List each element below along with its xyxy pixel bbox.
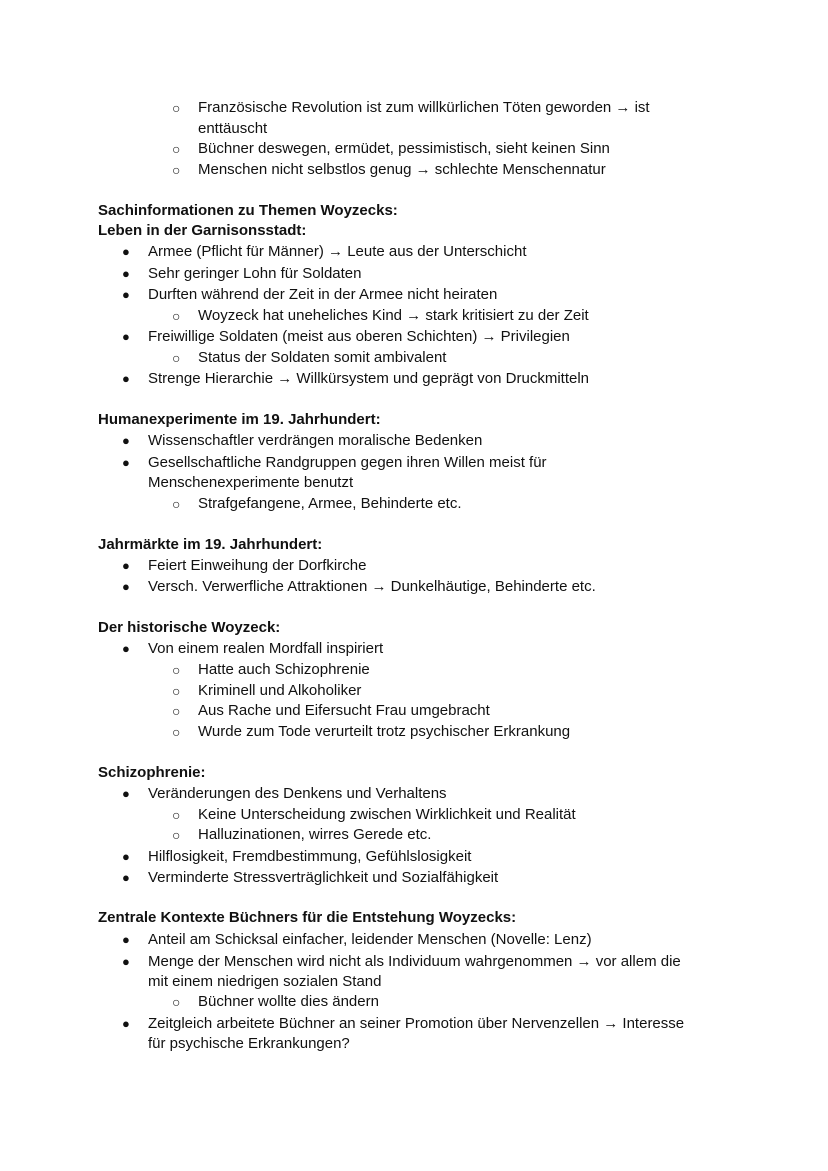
list-item: Hilflosigkeit, Fremdbestimmung, Gefühlslosigkeit — [148, 848, 472, 865]
bullet-icon: ● — [122, 849, 130, 864]
section-heading-human: Humanexperimente im 19. Jahrhundert: — [98, 411, 381, 428]
section-heading-sachinfo: Sachinformationen zu Themen Woyzecks: — [98, 202, 398, 219]
list-item: Wissenschaftler verdrängen moralische Bedenken — [148, 432, 483, 449]
circle-bullet-icon: ○ — [172, 350, 181, 366]
bullet-icon: ● — [122, 579, 130, 594]
list-subitem: Status der Soldaten somit ambivalent — [198, 349, 447, 366]
list-subitem: Büchner wollte dies ändern — [198, 993, 379, 1010]
circle-bullet-icon: ○ — [172, 162, 181, 178]
bullet-icon: ● — [122, 266, 130, 281]
list-item-cont: Menschenexperimente benutzt — [148, 474, 354, 491]
section-heading-jahrmarkt: Jahrmärkte im 19. Jahrhundert: — [98, 536, 323, 553]
circle-bullet-icon: ○ — [172, 994, 181, 1010]
circle-bullet-icon: ○ — [172, 724, 181, 740]
list-subitem: Halluzinationen, wirres Gerede etc. — [198, 826, 432, 843]
list-subitem: Kriminell und Alkoholiker — [198, 682, 362, 699]
bullet-icon: ● — [122, 329, 130, 344]
list-item-cont: mit einem niedrigen sozialen Stand — [148, 973, 382, 990]
list-subitem: Strafgefangene, Armee, Behinderte etc. — [198, 495, 462, 512]
list-item: Freiwillige Soldaten (meist aus oberen Schichten) → Privilegien — [148, 328, 570, 345]
list-item: Veränderungen des Denkens und Verhaltens — [148, 785, 447, 802]
circle-bullet-icon: ○ — [172, 683, 181, 699]
bullet-icon: ● — [122, 455, 130, 470]
section-heading-kontexte: Zentrale Kontexte Büchners für die Entstehung Woyzecks: — [98, 909, 517, 926]
list-item: Armee (Pflicht für Männer) → Leute aus der Unterschicht — [148, 243, 527, 260]
circle-bullet-icon: ○ — [172, 100, 181, 116]
circle-bullet-icon: ○ — [172, 662, 181, 678]
list-item: Menge der Menschen wird nicht als Individuum wahrgenommen → vor allem die — [148, 953, 681, 970]
list-item: Verminderte Stressverträglichkeit und Sozialfähigkeit — [148, 869, 499, 886]
circle-bullet-icon: ○ — [172, 827, 181, 843]
list-subitem: Keine Unterscheidung zwischen Wirklichkeit und Realität — [198, 806, 576, 823]
circle-bullet-icon: ○ — [172, 807, 181, 823]
intro-line-3: Menschen nicht selbstlos genug → schlechte Menschennatur — [198, 161, 606, 178]
list-item: Sehr geringer Lohn für Soldaten — [148, 265, 362, 282]
list-subitem: Aus Rache und Eifersucht Frau umgebracht — [198, 702, 490, 719]
bullet-icon: ● — [122, 932, 130, 947]
bullet-icon: ● — [122, 870, 130, 885]
circle-bullet-icon: ○ — [172, 308, 181, 324]
bullet-icon: ● — [122, 1016, 130, 1031]
bullet-icon: ● — [122, 287, 130, 302]
list-item: Strenge Hierarchie → Willkürsystem und geprägt von Druckmitteln — [148, 370, 589, 387]
list-item: Durften während der Zeit in der Armee nicht heiraten — [148, 286, 498, 303]
subheading-garnisonsstadt: Leben in der Garnisonsstadt: — [98, 222, 307, 239]
list-subitem: Woyzeck hat uneheliches Kind → stark kritisiert zu der Zeit — [198, 307, 589, 324]
circle-bullet-icon: ○ — [172, 141, 181, 157]
bullet-icon: ● — [122, 433, 130, 448]
bullet-icon: ● — [122, 244, 130, 259]
circle-bullet-icon: ○ — [172, 703, 181, 719]
bullet-icon: ● — [122, 786, 130, 801]
list-item: Versch. Verwerfliche Attraktionen → Dunkelhäutige, Behinderte etc. — [148, 578, 596, 595]
section-heading-historisch: Der historische Woyzeck: — [98, 619, 281, 636]
list-item: Anteil am Schicksal einfacher, leidender Menschen (Novelle: Lenz) — [148, 931, 592, 948]
list-item: Feiert Einweihung der Dorfkirche — [148, 557, 367, 574]
list-subitem: Hatte auch Schizophrenie — [198, 661, 370, 678]
intro-line-2: Büchner deswegen, ermüdet, pessimistisch, sieht keinen Sinn — [198, 140, 610, 157]
circle-bullet-icon: ○ — [172, 496, 181, 512]
bullet-icon: ● — [122, 641, 130, 656]
section-heading-schizophrenie: Schizophrenie: — [98, 764, 206, 781]
intro-line-1: Französische Revolution ist zum willkürlichen Töten geworden → ist — [198, 99, 650, 116]
bullet-icon: ● — [122, 371, 130, 386]
bullet-icon: ● — [122, 558, 130, 573]
list-item: Von einem realen Mordfall inspiriert — [148, 640, 384, 657]
list-item: Zeitgleich arbeitete Büchner an seiner Promotion über Nervenzellen → Interesse — [148, 1015, 685, 1032]
list-subitem: Wurde zum Tode verurteilt trotz psychischer Erkrankung — [198, 723, 571, 740]
intro-line-1-cont: enttäuscht — [198, 120, 268, 137]
list-item: Gesellschaftliche Randgruppen gegen ihren Willen meist für — [148, 454, 547, 471]
list-item-cont: für psychische Erkrankungen? — [148, 1035, 350, 1052]
bullet-icon: ● — [122, 954, 130, 969]
